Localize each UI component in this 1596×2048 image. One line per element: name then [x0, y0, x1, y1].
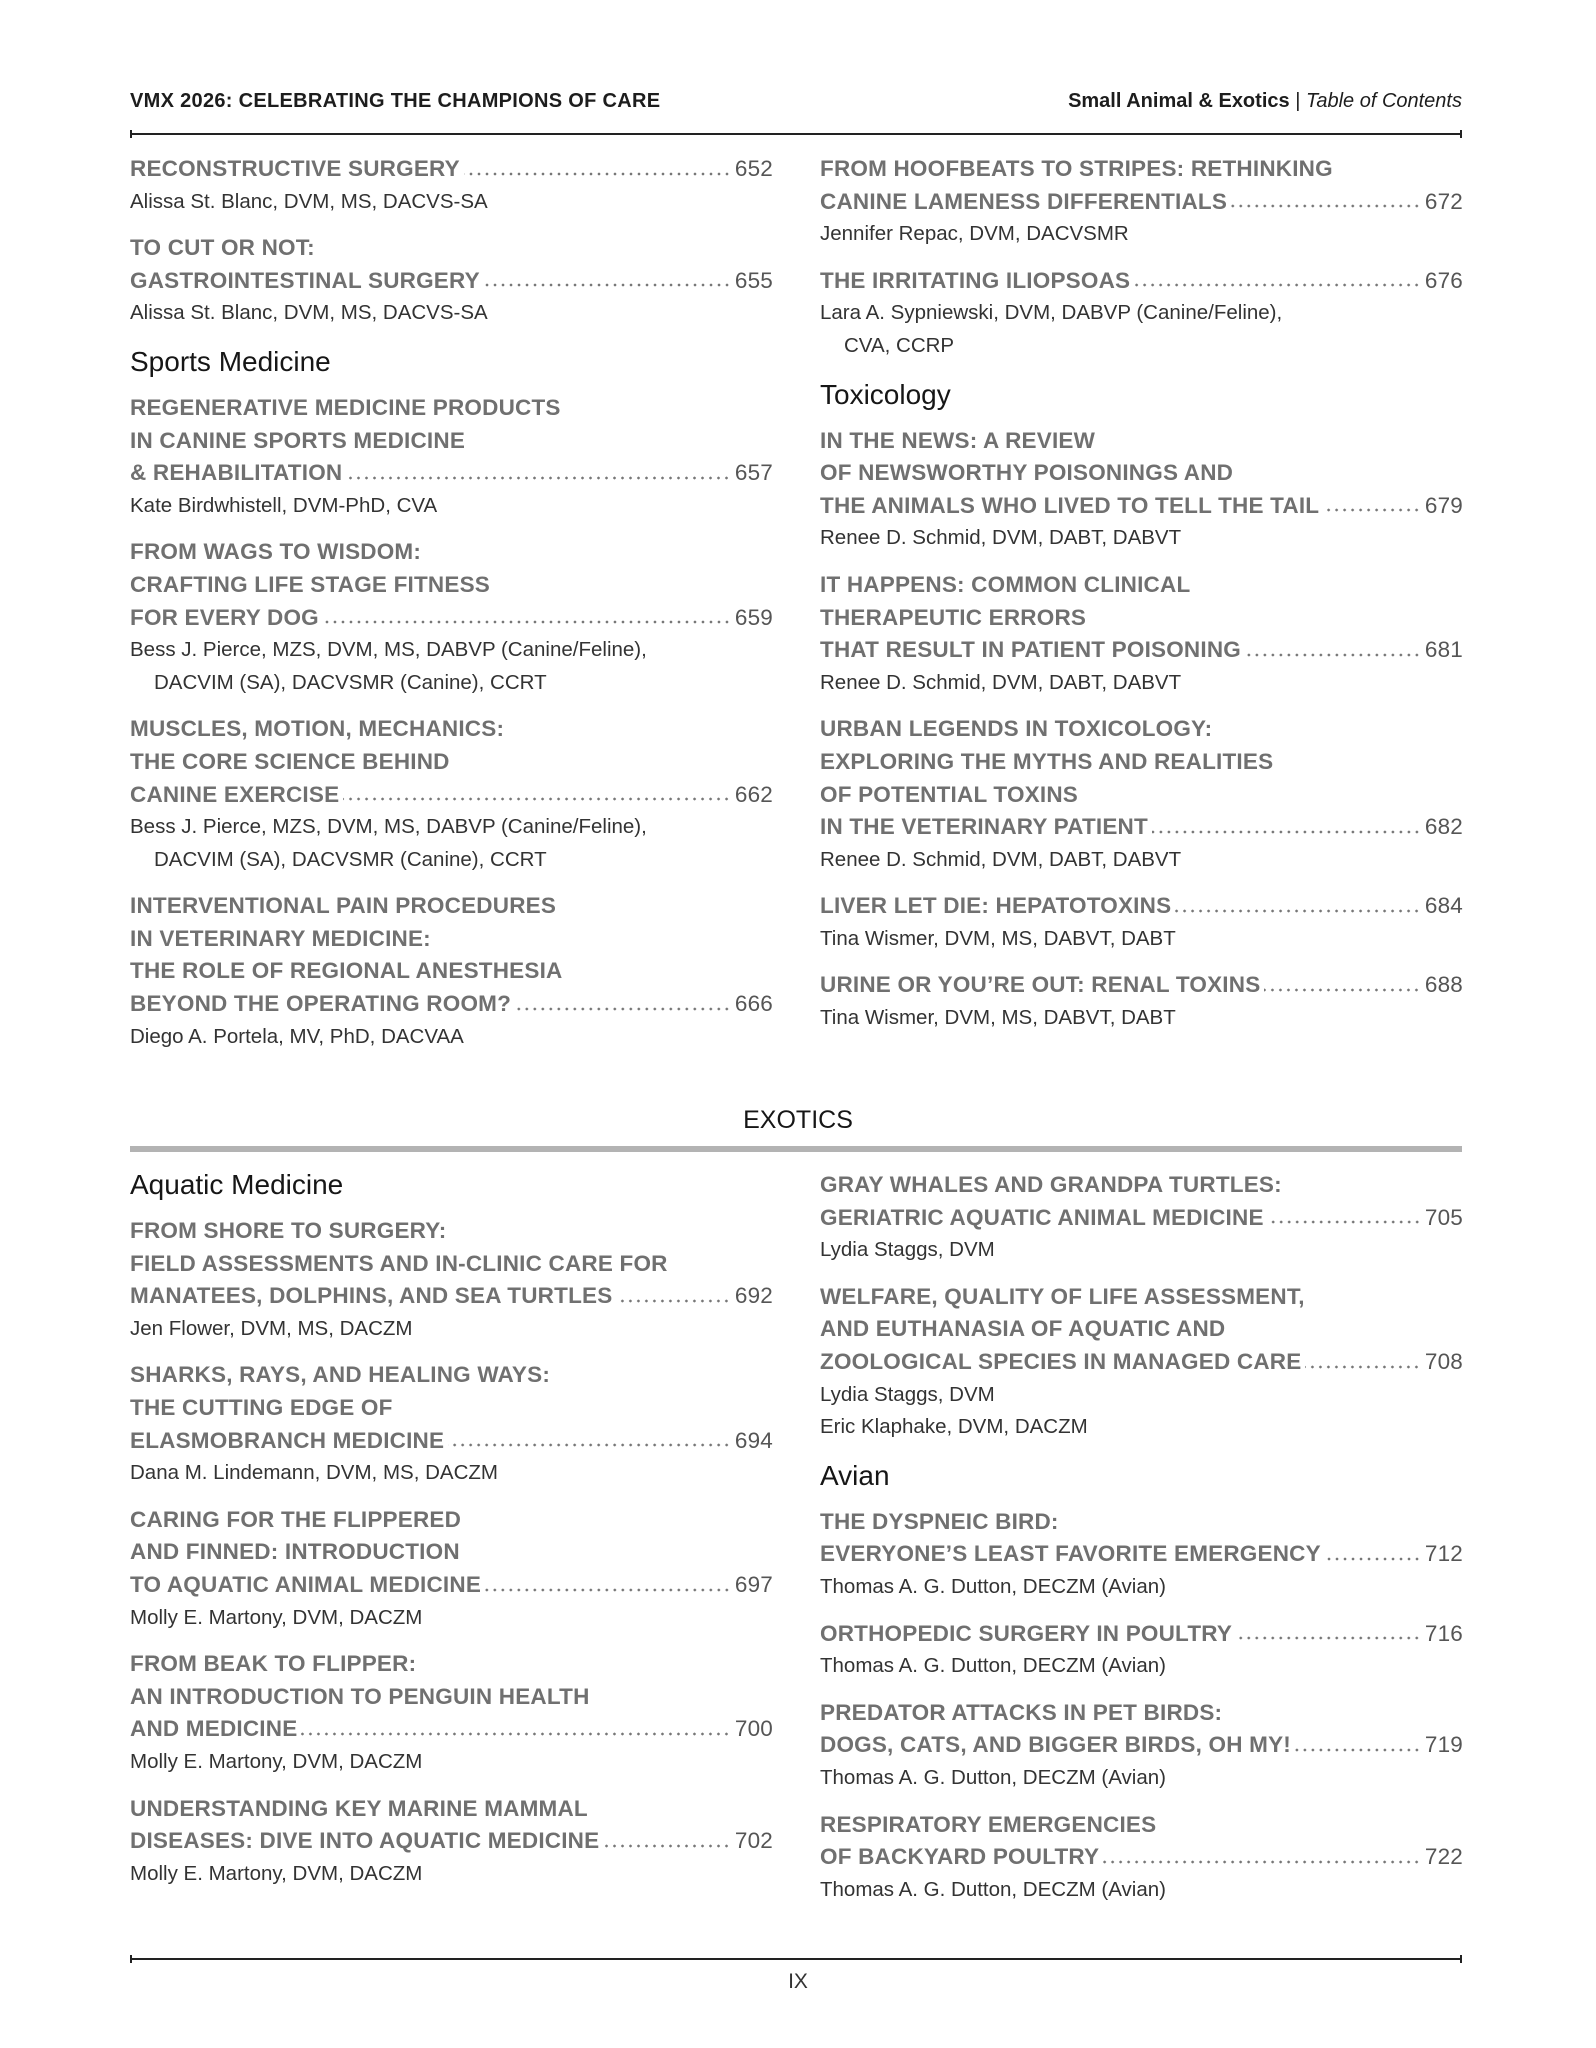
page-number: IX [788, 1970, 808, 1993]
toc-entry[interactable] [130, 1793, 773, 1891]
entry-title-line [820, 186, 1463, 219]
toc-entry[interactable] [820, 969, 1463, 1034]
entry-title-line: IN CANINE SPORTS MEDICINE [130, 427, 466, 453]
entry-author: Tina Wismer, DVM, MS, DABVT, DABT [820, 1006, 1176, 1030]
entry-title-text: DOGS, CATS, AND BIGGER BIRDS, OH MY! [820, 1732, 1291, 1758]
entry-title-text: IN THE VETERINARY PATIENT [820, 814, 1148, 840]
entry-title-text: ORTHOPEDIC SURGERY IN POULTRY [820, 1620, 1233, 1646]
dot-leader [1264, 987, 1420, 993]
entry-title-line: URBAN LEGENDS IN TOXICOLOGY: [820, 716, 1213, 742]
entry-title-text: RECONSTRUCTIVE SURGERY [130, 156, 460, 181]
toc-entry[interactable] [130, 1215, 773, 1345]
entry-title-line: AND EUTHANASIA OF AQUATIC AND [820, 1316, 1226, 1342]
entry-author: Molly E. Martony, DVM, DACZM [130, 1605, 423, 1629]
toc-entry[interactable] [130, 153, 773, 218]
toc-entry[interactable] [820, 1697, 1463, 1795]
dot-leader [1245, 652, 1421, 658]
toc-entry[interactable] [820, 1809, 1463, 1907]
dot-leader [301, 1731, 730, 1737]
dot-leader [1134, 282, 1421, 288]
entry-title-text: BEYOND THE OPERATING ROOM? [130, 991, 512, 1017]
dot-leader [1175, 908, 1421, 914]
dot-leader [346, 475, 731, 481]
entry-page-number: 722 [1424, 1844, 1463, 1870]
entry-page-number: 702 [734, 1828, 773, 1854]
entry-title-line [820, 890, 1463, 923]
toc-column-top-left [130, 153, 773, 1067]
entry-title-line [820, 1618, 1463, 1651]
dot-leader [515, 1006, 731, 1012]
entry-author: Tina Wismer, DVM, MS, DABVT, DABT [820, 926, 1176, 950]
entry-title-line: INTERVENTIONAL PAIN PROCEDURES [130, 893, 557, 919]
entry-title-text: OF BACKYARD POULTRY [820, 1844, 1100, 1870]
entry-page-number: 705 [1424, 1204, 1463, 1230]
entry-title-line [130, 988, 773, 1021]
dot-leader [448, 1442, 731, 1448]
entry-author: Thomas A. G. Dutton, DECZM (Avian) [820, 1654, 1166, 1678]
entry-page-number: 657 [734, 460, 773, 486]
entry-author: Renee D. Schmid, DVM, DABT, DABVT [820, 670, 1182, 694]
entry-title-text: URINE OR YOU’RE OUT: RENAL TOXINS [820, 972, 1261, 998]
entry-author: CVA, CCRP [844, 333, 955, 357]
dot-leader [1305, 1364, 1420, 1370]
entry-title-line: AN INTRODUCTION TO PENGUIN HEALTH [130, 1683, 590, 1709]
entry-title-line: THE DYSPNEIC BIRD: [820, 1508, 1059, 1534]
dot-leader [1152, 829, 1421, 835]
section-heading: Toxicology [820, 378, 951, 410]
section-heading: Avian [820, 1459, 890, 1491]
entry-title-line [130, 1713, 773, 1746]
entry-title-line [820, 1841, 1463, 1874]
footer-rule [130, 1958, 1462, 1960]
entry-author: Dana M. Lindemann, DVM, MS, DACZM [130, 1461, 498, 1485]
entry-title-line [130, 153, 773, 186]
entry-title-text: THE IRRITATING ILIOPSOAS [820, 267, 1131, 293]
dot-leader [485, 1587, 731, 1593]
entry-page-number: 716 [1424, 1620, 1463, 1646]
entry-title-line: SHARKS, RAYS, AND HEALING WAYS: [130, 1362, 551, 1388]
entry-page-number: 652 [734, 156, 773, 181]
header-section-name: Small Animal & Exotics [1068, 90, 1290, 112]
header-separator: | [1295, 90, 1301, 112]
toc-entry[interactable] [820, 713, 1463, 876]
dot-leader [1236, 1635, 1421, 1641]
toc-entry[interactable] [130, 713, 773, 876]
entry-title-text: GASTROINTESTINAL SURGERY [130, 267, 480, 293]
entry-title-line [130, 602, 773, 635]
entry-author: Jen Flower, DVM, MS, DACZM [130, 1316, 413, 1340]
entry-title-line [130, 1280, 773, 1313]
entry-title-line: AND FINNED: INTRODUCTION [130, 1539, 460, 1565]
entry-author: Lara A. Sypniewski, DVM, DABVP (Canine/Feline), [820, 301, 1283, 325]
entry-title-line: THE CORE SCIENCE BEHIND [130, 748, 450, 774]
entry-page-number: 719 [1424, 1732, 1463, 1758]
entry-page-number: 672 [1424, 188, 1463, 214]
dot-leader [1325, 1556, 1421, 1562]
entry-page-number: 662 [734, 781, 773, 807]
entry-page-number: 694 [734, 1427, 773, 1453]
entry-title-line: FROM BEAK TO FLIPPER: [130, 1651, 417, 1677]
entry-author: Thomas A. G. Dutton, DECZM (Avian) [820, 1877, 1166, 1901]
toc-entry[interactable] [130, 1648, 773, 1778]
toc-entry[interactable] [820, 1618, 1463, 1683]
entry-title-line: THE ROLE OF REGIONAL ANESTHESIA [130, 958, 563, 984]
toc-entry[interactable] [820, 425, 1463, 555]
section-heading: Sports Medicine [130, 345, 331, 377]
entry-page-number: 708 [1424, 1348, 1463, 1374]
exotics-section-title: EXOTICS [743, 1106, 853, 1134]
toc-entry[interactable] [820, 1169, 1463, 1267]
entry-author: Bess J. Pierce, MZS, DVM, MS, DABVP (Canine/Feline), [130, 815, 647, 839]
toc-entry[interactable] [130, 232, 773, 330]
dot-leader [343, 796, 731, 802]
entry-title-line: IN THE NEWS: A REVIEW [820, 427, 1096, 453]
toc-entry[interactable] [130, 890, 773, 1053]
entry-title-line [130, 1569, 773, 1602]
dot-leader [484, 282, 731, 288]
header-title: VMX 2026: CELEBRATING THE CHAMPIONS OF CARE [130, 90, 661, 112]
entry-title-line: IT HAPPENS: COMMON CLINICAL [820, 571, 1191, 597]
toc-entry[interactable] [820, 1506, 1463, 1604]
entry-title-text: LIVER LET DIE: HEPATOTOXINS [820, 893, 1172, 919]
entry-title-line [130, 779, 773, 812]
entry-title-line [820, 969, 1463, 1002]
entry-author: Alissa St. Blanc, DVM, MS, DACVS-SA [130, 189, 488, 213]
toc-entry[interactable] [820, 265, 1463, 363]
entry-title-line: REGENERATIVE MEDICINE PRODUCTS [130, 394, 561, 420]
entry-title-line [820, 811, 1463, 844]
toc-entry[interactable] [820, 569, 1463, 699]
entry-title-line: WELFARE, QUALITY OF LIFE ASSESSMENT, [820, 1283, 1305, 1309]
entry-page-number: 655 [734, 267, 773, 293]
entry-title-line: CARING FOR THE FLIPPERED [130, 1506, 462, 1532]
entry-title-line [820, 1346, 1463, 1379]
entry-page-number: 697 [734, 1571, 773, 1597]
entry-title-line [130, 1425, 773, 1458]
dot-leader [1295, 1747, 1421, 1753]
toc-column-bottom-left [130, 1167, 773, 1904]
entry-title-line: UNDERSTANDING KEY MARINE MAMMAL [130, 1795, 588, 1821]
entry-title-line: TO CUT OR NOT: [130, 235, 315, 261]
entry-author: Lydia Staggs, DVM [820, 1238, 995, 1262]
entry-title-text: ZOOLOGICAL SPECIES IN MANAGED CARE [820, 1348, 1302, 1374]
dot-leader [616, 1298, 730, 1304]
toc-entry[interactable] [820, 153, 1463, 251]
entry-title-line: PREDATOR ATTACKS IN PET BIRDS: [820, 1699, 1223, 1725]
entry-author: Eric Klaphake, DVM, DACZM [820, 1415, 1088, 1439]
entry-title-line: THERAPEUTIC ERRORS [820, 604, 1087, 630]
entry-author: Renee D. Schmid, DVM, DABT, DABVT [820, 847, 1182, 871]
header-rule [130, 133, 1462, 135]
entry-page-number: 681 [1424, 637, 1463, 663]
entry-title-line: FROM SHORE TO SURGERY: [130, 1218, 447, 1243]
entry-page-number: 659 [734, 604, 773, 630]
running-header [130, 90, 1462, 118]
dot-leader [1231, 203, 1421, 209]
entry-author: Kate Birdwhistell, DVM-PhD, CVA [130, 493, 438, 517]
entry-author: Diego A. Portela, MV, PhD, DACVAA [130, 1024, 464, 1048]
entry-title-line: MUSCLES, MOTION, MECHANICS: [130, 716, 505, 742]
entry-title-line [820, 1729, 1463, 1762]
toc-column-bottom-right [820, 1169, 1463, 1920]
entry-title-line [820, 1202, 1463, 1235]
header-section [1068, 90, 1462, 113]
entry-title-line: IN VETERINARY MEDICINE: [130, 925, 431, 951]
entry-page-number: 688 [1424, 972, 1463, 998]
dot-leader [464, 171, 731, 177]
entry-title-line [130, 265, 773, 298]
entry-title-line: EXPLORING THE MYTHS AND REALITIES [820, 748, 1274, 774]
entry-page-number: 676 [1424, 267, 1463, 293]
entry-title-text: THE ANIMALS WHO LIVED TO TELL THE TAIL [820, 492, 1320, 518]
entry-title-line: FROM HOOFBEATS TO STRIPES: RETHINKING [820, 156, 1333, 181]
entry-author: Renee D. Schmid, DVM, DABT, DABVT [820, 526, 1182, 550]
entry-title-line: FROM WAGS TO WISDOM: [130, 539, 422, 565]
entry-title-line [820, 634, 1463, 667]
header-section-label: Table of Contents [1305, 90, 1462, 112]
entry-page-number: 666 [734, 991, 773, 1017]
entry-page-number: 684 [1424, 893, 1463, 919]
toc-entry[interactable] [130, 1504, 773, 1634]
entry-title-line: GRAY WHALES AND GRANDPA TURTLES: [820, 1172, 1282, 1197]
dot-leader [323, 619, 731, 625]
toc-entry[interactable] [820, 1281, 1463, 1444]
entry-title-line: FIELD ASSESSMENTS AND IN-CLINIC CARE FOR [130, 1250, 668, 1276]
entry-title-text: EVERYONE’S LEAST FAVORITE EMERGENCY [820, 1541, 1321, 1567]
entry-page-number: 679 [1424, 492, 1463, 518]
entry-author: DACVIM (SA), DACVSMR (Canine), CCRT [154, 847, 547, 871]
entry-title-text: AND MEDICINE [130, 1716, 298, 1742]
entry-page-number: 692 [734, 1283, 773, 1309]
entry-author: Lydia Staggs, DVM [820, 1382, 995, 1406]
dot-leader [1323, 507, 1421, 513]
entry-title-line: RESPIRATORY EMERGENCIES [820, 1811, 1157, 1837]
entry-title-text: GERIATRIC AQUATIC ANIMAL MEDICINE [820, 1204, 1264, 1230]
entry-page-number: 700 [734, 1716, 773, 1742]
toc-entry[interactable] [130, 392, 773, 522]
toc-entry[interactable] [130, 1359, 773, 1489]
entry-author: Alissa St. Blanc, DVM, MS, DACVS-SA [130, 301, 488, 325]
entry-page-number: 712 [1424, 1541, 1463, 1567]
entry-title-line [130, 1825, 773, 1858]
dot-leader [603, 1843, 731, 1849]
exotics-divider [130, 1146, 1462, 1152]
entry-title-line [820, 1538, 1463, 1571]
entry-title-text: CANINE EXERCISE [130, 781, 340, 807]
entry-author: Jennifer Repac, DVM, DACVSMR [820, 222, 1129, 246]
dot-leader [1268, 1219, 1421, 1225]
section-heading: Aquatic Medicine [130, 1169, 344, 1200]
entry-title-text: THAT RESULT IN PATIENT POISONING [820, 637, 1241, 663]
entry-title-text: CANINE LAMENESS DIFFERENTIALS [820, 188, 1228, 214]
entry-author: Thomas A. G. Dutton, DECZM (Avian) [820, 1574, 1166, 1598]
entry-title-line [130, 457, 773, 490]
entry-title-line: OF POTENTIAL TOXINS [820, 781, 1078, 807]
entry-title-text: & REHABILITATION [130, 460, 343, 486]
entry-title-line: OF NEWSWORTHY POISONINGS AND [820, 460, 1234, 486]
entry-title-text: ELASMOBRANCH MEDICINE [130, 1427, 445, 1453]
entry-title-line [820, 490, 1463, 523]
entry-author: Thomas A. G. Dutton, DECZM (Avian) [820, 1765, 1166, 1789]
entry-title-text: DISEASES: DIVE INTO AQUATIC MEDICINE [130, 1828, 600, 1854]
entry-title-text: TO AQUATIC ANIMAL MEDICINE [130, 1571, 482, 1597]
entry-page-number: 682 [1424, 814, 1463, 840]
entry-title-text: FOR EVERY DOG [130, 604, 319, 630]
entry-author: Molly E. Martony, DVM, DACZM [130, 1749, 423, 1773]
entry-author: DACVIM (SA), DACVSMR (Canine), CCRT [154, 670, 547, 694]
entry-title-line: CRAFTING LIFE STAGE FITNESS [130, 571, 490, 597]
entry-title-line [820, 265, 1463, 298]
entry-author: Molly E. Martony, DVM, DACZM [130, 1861, 423, 1885]
toc-entry[interactable] [820, 890, 1463, 955]
entry-author: Bess J. Pierce, MZS, DVM, MS, DABVP (Canine/Feline), [130, 638, 647, 662]
toc-entry[interactable] [130, 536, 773, 699]
entry-title-line: THE CUTTING EDGE OF [130, 1394, 393, 1420]
entry-title-text: MANATEES, DOLPHINS, AND SEA TURTLES [130, 1283, 613, 1309]
toc-column-top-right [820, 153, 1463, 1049]
dot-leader [1103, 1859, 1421, 1865]
